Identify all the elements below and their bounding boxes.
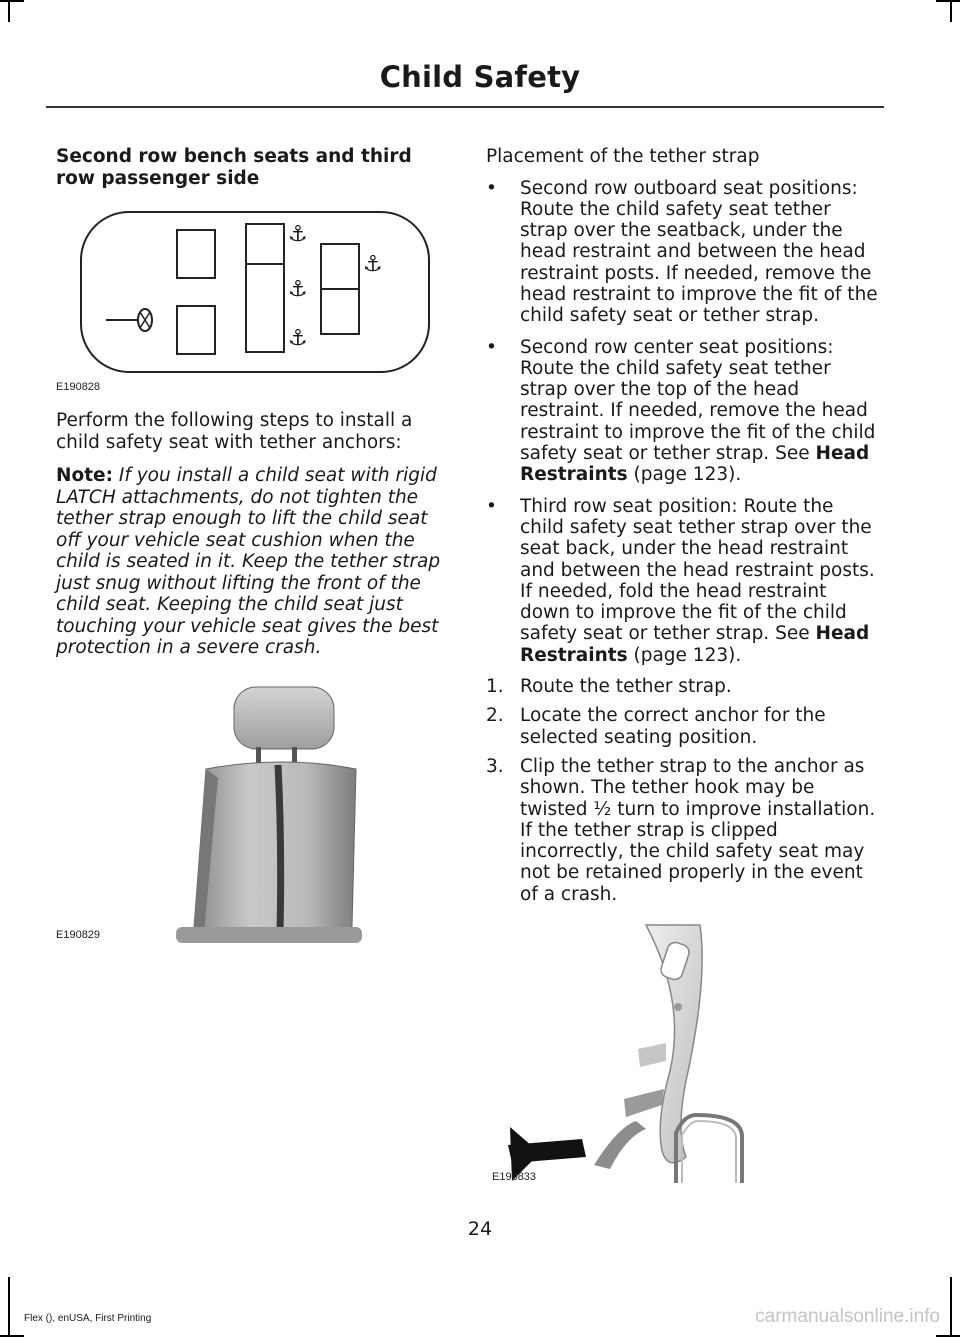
anchor-icon: ⚓ <box>288 277 308 302</box>
figure-tether-hook <box>486 921 880 1191</box>
seat-illustration <box>56 683 448 945</box>
figure-caption: E190828 <box>56 381 101 393</box>
bullet-list <box>486 178 880 667</box>
crop-mark <box>936 0 960 2</box>
list-item <box>486 178 880 327</box>
page-title: Child Safety <box>379 60 581 94</box>
figure-caption: E190829 <box>56 928 101 941</box>
bullet-mark: • <box>486 177 497 199</box>
step-number: 3. <box>486 755 504 777</box>
bullet-mark: • <box>486 495 497 517</box>
note-paragraph <box>56 465 448 659</box>
list-item <box>486 496 880 666</box>
page-reference: (page 123). <box>627 644 742 666</box>
crop-mark <box>8 0 10 22</box>
crop-mark <box>950 0 952 22</box>
step-text: Route the tether strap. <box>520 676 732 698</box>
step-number: 1. <box>486 676 504 698</box>
crop-mark <box>0 0 24 2</box>
cross-reference-link[interactable]: Head Restraints <box>520 623 870 666</box>
step-list <box>486 676 880 905</box>
page-reference: (page 123). <box>627 464 742 486</box>
bullet-mark: • <box>486 336 497 358</box>
header-rule <box>46 106 884 108</box>
intro-paragraph: Perform the following steps to install a child safety seat with tether anchors: <box>56 410 413 453</box>
step-text: Locate the correct anchor for the selected seating position. <box>520 705 826 748</box>
step-item <box>486 756 880 905</box>
anchor-icon: ⚓ <box>288 222 308 247</box>
step-text: Clip the tether strap to the anchor as shown. The tether hook may be twisted ½ turn to improve installation. If the tether strap is clipped incorrectly, the child safety seat may not be retained properly in the event of a crash. <box>520 755 876 905</box>
watermark: carmanualsonline.info <box>755 1306 940 1327</box>
anchor-icon: ⚓ <box>363 252 383 277</box>
right-column <box>486 146 880 1191</box>
section-heading: Placement of the tether strap <box>486 146 760 167</box>
step-item <box>486 676 880 697</box>
tether-hook-illustration <box>486 921 880 1191</box>
anchor-icon: ⚓ <box>288 326 308 351</box>
figure-seat <box>56 683 448 945</box>
list-item-text: Second row center seat positions: Route the child safety seat tether strap over the top of the head restraint. If needed, remove the head restraint to improve the fit of the child safety seat or tether strap. See <box>520 336 876 465</box>
section-subheading: Second row bench seats and third row passenger side <box>56 146 412 189</box>
left-column <box>56 146 448 945</box>
note-label: Note: <box>56 465 113 486</box>
list-item-text: Third row seat position: Route the child safety seat tether strap over the seat back, under the head restraint and between the head restraint posts. If needed, fold the head restraint down to improve the fit of the child safety seat or tether strap. See <box>520 495 875 645</box>
list-item <box>486 337 880 486</box>
step-item <box>486 705 880 748</box>
crop-mark <box>8 1277 10 1337</box>
note-text: If you install a child seat with rigid LATCH attachments, do not tighten the tether strap enough to lift the child seat off your vehicle seat cushion when the child is seated in it. Keep the tether strap just snug without lifting the front of the child seat. Keeping the child seat just touching your vehicle seat gives the best protection in a severe crash. <box>56 465 441 658</box>
footer-printing-info: Flex (), enUSA, First Printing <box>24 1313 152 1324</box>
cross-reference-link[interactable]: Head Restraints <box>520 443 870 486</box>
list-item-text: Second row outboard seat positions: Route the child safety seat tether strap over the seatback, under the head restraint and between the head restraint posts. If needed, remove the head restraint to improve the fit of the child safety seat or tether strap. <box>520 177 878 327</box>
page-number: 24 <box>467 1218 493 1240</box>
figure-anchor-diagram <box>56 202 448 400</box>
crop-mark <box>950 1277 952 1337</box>
anchor-diagram <box>56 202 448 400</box>
step-number: 2. <box>486 705 504 727</box>
figure-caption: E190833 <box>492 1171 537 1183</box>
